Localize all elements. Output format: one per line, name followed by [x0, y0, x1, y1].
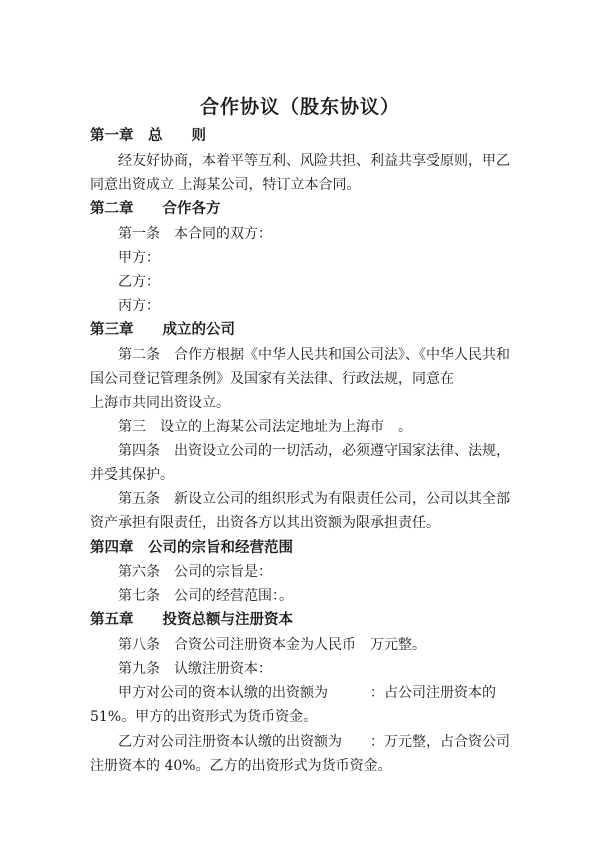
- article-5-line: 第五条 新设立公司的组织形式为有限责任公司，公司以其全部: [118, 491, 510, 507]
- chapter-2-heading: 第二章 合作各方: [90, 200, 221, 217]
- article-7: 第七条 公司的经营范围：。: [118, 588, 293, 604]
- article-2-line: 国公司登记管理条例》及国家有关法律、行政法规，同意在: [90, 371, 454, 387]
- article-4-line: 第四条 出资设立公司的一切活动，必须遵守国家法律、法规，: [118, 443, 510, 459]
- article-3: 第三 设立的上海某公司法定地址为上海市 。: [118, 419, 412, 435]
- document-title: 合作协议（股东协议）: [199, 96, 400, 118]
- article-6: 第六条 公司的宗旨是：: [118, 564, 272, 580]
- article-8: 第八条 合资公司注册资本金为人民币 万元整。: [118, 637, 426, 653]
- article-5-line: 资产承担有限责任，出资各方以其出资额为限承担责任。: [90, 515, 440, 531]
- article-4-line: 并受其保护。: [90, 467, 174, 483]
- party-a-label: 甲方：: [118, 250, 160, 266]
- party-b-label: 乙方：: [118, 274, 160, 290]
- party-a-contribution-line: 51%。甲方的出资形式为货币资金。: [90, 709, 318, 725]
- party-b-contribution-line: 乙方对公司注册资本认缴的出资额为 ：万元整，占合资公司: [118, 734, 510, 750]
- party-b-contribution-line: 注册资本的 40%。乙方的出资形式为货币资金。: [90, 758, 392, 774]
- chapter-5-heading: 第五章 投资总额与注册资本: [90, 611, 293, 628]
- chapter-3-heading: 第三章 成立的公司: [90, 321, 235, 338]
- article-1: 第一条 本合同的双方：: [118, 226, 272, 242]
- chapter-4-heading: 第四章 公司的宗旨和经营范围: [90, 539, 293, 556]
- paragraph-line: 同意出资成立 上海某公司，特订立本合同。: [90, 177, 361, 193]
- article-9: 第九条 认缴注册资本：: [118, 661, 272, 677]
- article-2-line: 上海市共同出资设立。: [90, 395, 230, 411]
- paragraph-line: 经友好协商，本着平等互利、风险共担、利益共享受原则，甲乙: [118, 153, 510, 169]
- party-a-contribution-line: 甲方对公司的资本认缴的出资额为 ：占公司注册资本的: [118, 685, 496, 701]
- chapter-1-heading: 第一章 总 则: [90, 127, 206, 144]
- article-2-line: 第二条 合作方根据《中华人民共和国公司法》、《中华人民共和: [118, 347, 510, 363]
- party-c-label: 丙方：: [118, 298, 160, 314]
